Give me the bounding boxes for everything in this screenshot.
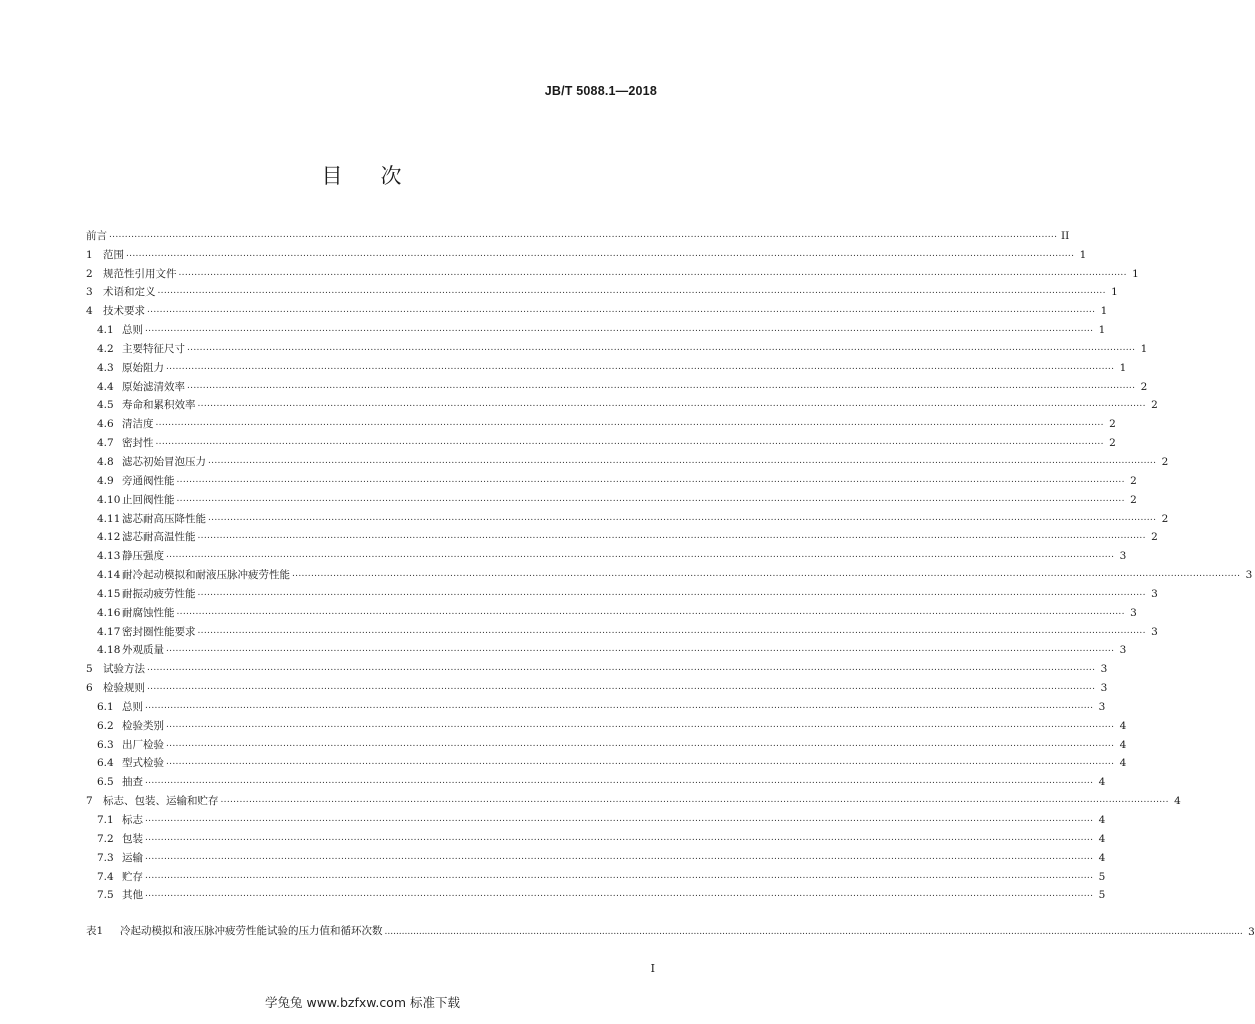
toc-entry-number: 4.5 — [97, 399, 114, 412]
title-char-1: 目 — [321, 164, 345, 188]
toc-entry-number: 4.6 — [97, 418, 114, 431]
toc-entry-page: 4 — [1098, 776, 1106, 789]
dot-leader: ............................................................................................................................................................................................................................................................................................................ — [187, 342, 1136, 353]
toc-entry[interactable] — [86, 733, 1127, 752]
toc-entry-title: 旁通阀性能 — [122, 474, 175, 487]
toc-entry-title: 寿命和累积效率 — [122, 399, 196, 412]
toc-entry-page: 3 — [1151, 625, 1158, 638]
dot-leader: ............................................................................................................................................................................................................................................................................................................ — [166, 738, 1115, 749]
toc-entry-page: 3 — [1100, 663, 1108, 676]
toc-entry-number: 4.10 — [97, 493, 121, 506]
table-label: 表1 — [86, 925, 104, 937]
dot-leader: ............................................................................................................................................................................................................................................................................................................ — [157, 286, 1106, 297]
dot-leader: ............................................................................................................................................................................................................................................................................................................ — [208, 512, 1157, 523]
dot-leader: ............................................................................................................................................................................................................................................................................................................ — [145, 776, 1094, 787]
toc-entry[interactable] — [86, 412, 1116, 431]
dot-leader: ............................................................................................................................................................................................................................................................................................................ — [166, 757, 1115, 768]
dot-leader: ............................................................................................................................................................................................................................................................................................................ — [145, 851, 1094, 862]
toc-entry-page: 4 — [1098, 851, 1106, 864]
toc-entry-number: 4.16 — [97, 606, 121, 619]
toc-entry-number: 7.1 — [97, 814, 114, 826]
toc-entry-title: 抽查 — [122, 776, 143, 789]
page-title — [0, 160, 725, 190]
dot-leader: ............................................................................................................................................................................................................................................................................................................ — [145, 700, 1094, 711]
toc-entry-title: 贮存 — [122, 870, 143, 883]
toc-entry-page: 4 — [1119, 757, 1127, 770]
toc-entry[interactable] — [86, 318, 1106, 337]
toc-entry-page: 1 — [1098, 324, 1106, 337]
toc-entry-number: 4 — [86, 305, 93, 318]
dot-leader: ............................................................................................................................................................................................................................................................................................................ — [155, 437, 1104, 448]
toc-entry[interactable] — [86, 563, 1253, 582]
toc-entry[interactable] — [86, 846, 1106, 865]
dot-leader: ............................................................................................................................................................................................................................................................................................................ — [109, 229, 1058, 240]
toc-entry[interactable] — [86, 375, 1148, 394]
toc-entry-title: 总则 — [122, 700, 143, 713]
toc-entry-page: 4 — [1119, 738, 1127, 751]
toc-entry[interactable] — [86, 469, 1137, 488]
toc-entry-number: 6 — [86, 682, 93, 695]
dot-leader: ............................................................................................................................................................................................................................................................................................................ — [176, 493, 1125, 504]
toc-entry-page: 3 — [1119, 550, 1127, 563]
toc-entry-title: 包装 — [122, 832, 143, 845]
toc-entry[interactable] — [86, 827, 1106, 846]
toc-entry-title: 滤芯耐高压降性能 — [122, 512, 206, 525]
toc-entry-page: 3 — [1100, 682, 1108, 695]
toc-entry-title: 技术要求 — [103, 305, 145, 318]
table-title: 冷起动模拟和液压脉冲疲劳性能试验的压力值和循环次数 — [120, 925, 383, 937]
toc-entry-number: 4.11 — [97, 512, 121, 525]
toc-entry[interactable] — [86, 431, 1116, 450]
dot-leader: ............................................................................................................................................................................................................................................................................................................ — [166, 719, 1115, 730]
toc-entry-number: 4.17 — [97, 625, 121, 638]
dot-leader: ............................................................................................................................................................................................................................................................................................................ — [197, 625, 1146, 636]
toc-entry[interactable] — [86, 356, 1127, 375]
toc-entry-page: 5 — [1098, 889, 1106, 902]
table-of-contents — [86, 224, 1253, 902]
toc-entry-page: 4 — [1098, 832, 1106, 845]
toc-entry[interactable] — [86, 601, 1137, 620]
toc-entry-title: 范围 — [103, 248, 124, 261]
dot-leader: ............................................................................................................................................................................................................................................................................................................ — [126, 248, 1075, 259]
title-char-2: 次 — [380, 164, 404, 188]
toc-entry-title: 耐腐蚀性能 — [122, 606, 175, 619]
toc-entry-number: 4.2 — [97, 342, 114, 355]
toc-entry[interactable] — [86, 337, 1148, 356]
toc-entry-number: 4.3 — [97, 361, 114, 374]
toc-entry-number: 7 — [86, 795, 93, 808]
toc-entry[interactable] — [86, 752, 1127, 771]
toc-entry[interactable] — [86, 770, 1106, 789]
toc-entry-title: 检验类别 — [122, 719, 164, 732]
toc-entry-number: 4.14 — [97, 569, 121, 582]
toc-entry-number: 7.4 — [97, 870, 114, 883]
toc-entry-page: 1 — [1079, 248, 1087, 261]
toc-entry-number: 5 — [86, 663, 93, 676]
dot-leader: ............................................................................................................................................................................................................................................................................................................ — [145, 870, 1094, 881]
toc-entry-title: 密封圈性能要求 — [122, 625, 196, 638]
dot-leader: ............................................................................................................................................................................................................................................................................................................ — [178, 267, 1127, 278]
toc-entry-page: 2 — [1130, 493, 1137, 506]
toc-entry-page: 4 — [1098, 814, 1106, 826]
dot-leader: ............................................................................................................................................................................................................................................................................................................ — [166, 361, 1115, 372]
toc-entry-title: 规范性引用文件 — [103, 267, 177, 280]
toc-entry-page: 3 — [1130, 606, 1137, 619]
toc-entry-page: 4 — [1174, 795, 1181, 808]
toc-entry-title: 原始滤清效率 — [122, 380, 185, 393]
toc-entry[interactable] — [86, 224, 1070, 243]
toc-entry-title: 运输 — [122, 851, 143, 864]
toc-entry[interactable] — [86, 582, 1158, 601]
toc-entry[interactable] — [86, 262, 1139, 281]
dot-leader: ............................................................................................................................................................................................................................................................................................................ — [197, 399, 1146, 410]
dot-leader: ............................................................................................................................................................................................................................................................................................................ — [147, 663, 1096, 674]
toc-entry-page: 2 — [1161, 455, 1169, 468]
toc-entry-number: 1 — [86, 248, 93, 261]
toc-entry-number: 4.4 — [97, 380, 114, 393]
standard-code: JB/T 5088.1—2018 — [544, 84, 657, 98]
toc-entry[interactable] — [86, 450, 1169, 469]
toc-entry[interactable] — [86, 808, 1106, 827]
toc-entry-number: 6.1 — [97, 700, 114, 713]
toc-entry-page: II — [1060, 229, 1070, 242]
toc-entry-number: 7.3 — [97, 851, 114, 864]
toc-entry[interactable] — [86, 544, 1127, 563]
toc-entry-number: 7.5 — [97, 889, 114, 902]
toc-entry[interactable] — [86, 281, 1118, 300]
toc-entry-page: 2 — [1130, 474, 1137, 487]
toc-entry[interactable] — [86, 884, 1106, 903]
toc-entry-title: 静压强度 — [122, 550, 164, 563]
toc-entry[interactable] — [86, 714, 1127, 733]
toc-entry[interactable] — [86, 526, 1158, 545]
dot-leader: ............................................................................................................................................................................................................................................................................................................ — [292, 569, 1241, 580]
toc-entry-number: 4.12 — [97, 531, 121, 544]
toc-entry-title: 其他 — [122, 889, 143, 902]
toc-entry-page: 1 — [1100, 305, 1108, 318]
toc-entry-number: 4.7 — [97, 437, 114, 450]
dot-leader: ............................................................................................................................................................................................................................................................................................................ — [145, 324, 1094, 335]
toc-table-entry[interactable] — [86, 918, 1255, 938]
toc-entry-number: 4.9 — [97, 474, 114, 487]
toc-entry-title: 标志、包装、运输和贮存 — [103, 795, 219, 808]
toc-entry[interactable] — [86, 394, 1158, 413]
dot-leader: ............................................................................................................................................................................................................................................................................................................ — [145, 832, 1094, 843]
toc-entry-page: 2 — [1140, 380, 1148, 393]
toc-entry[interactable] — [86, 865, 1106, 884]
dot-leader: ............................................................................................................................................................................................................................................................................................................ — [187, 380, 1136, 391]
dot-leader: ............................................................................................................................................................................................................................................................................................................ — [197, 587, 1146, 598]
table-page-number: 3 — [1248, 926, 1255, 938]
toc-entry-page: 2 — [1109, 437, 1116, 450]
toc-entry-title: 标志 — [122, 814, 143, 826]
toc-entry-title: 原始阻力 — [122, 361, 164, 374]
toc-entry[interactable] — [86, 620, 1158, 639]
toc-entry-title: 滤芯耐高温性能 — [122, 531, 196, 544]
toc-entry-title: 外观质量 — [122, 644, 164, 657]
toc-entry[interactable] — [86, 695, 1106, 714]
toc-entry-page: 4 — [1119, 719, 1127, 732]
dot-leader: ............................................................................................................................................................................................................................................................................................................ — [166, 550, 1115, 561]
toc-entry-title: 止回阀性能 — [122, 493, 175, 506]
dot-leader: ............................................................................................................................................................................................................................................................................................................ — [166, 644, 1115, 655]
toc-entry[interactable] — [86, 676, 1108, 695]
toc-entry-number: 4.18 — [97, 644, 121, 657]
dot-leader: ............................................................................................................................................................................................................................................................................................................ — [220, 795, 1169, 806]
toc-entry-page: 2 — [1151, 531, 1158, 544]
toc-entry-number: 7.2 — [97, 832, 114, 845]
toc-entry-title: 主要特征尺寸 — [122, 342, 185, 355]
toc-entry-title: 耐振动疲劳性能 — [122, 587, 196, 600]
footer-watermark: 学兔兔 www.bzfxw.com 标准下载 — [265, 995, 460, 1010]
toc-entry-number: 6.5 — [97, 776, 114, 789]
toc-entry-page: 1 — [1132, 267, 1139, 280]
dot-leader: ............................................................................................................................................................................................................................................................................................................ — [147, 305, 1096, 316]
toc-entry-title: 密封性 — [122, 437, 154, 450]
toc-entry-number: 3 — [86, 286, 93, 299]
toc-entry-number: 4.13 — [97, 550, 121, 563]
dot-leader: ............................................................................................................................................................................................................................................................................................................ — [145, 814, 1094, 824]
toc-entry-number: 4.8 — [97, 455, 114, 468]
dot-leader: ............................................................................................................................................................................................................................................................................................................ — [384, 927, 1243, 937]
dot-leader: ............................................................................................................................................................................................................................................................................................................ — [176, 474, 1125, 485]
toc-entry[interactable] — [86, 507, 1169, 526]
toc-entry-page: 1 — [1119, 361, 1127, 374]
dot-leader: ............................................................................................................................................................................................................................................................................................................ — [176, 606, 1125, 617]
toc-entry-number: 6.3 — [97, 738, 114, 751]
toc-entry-page: 2 — [1109, 418, 1116, 431]
toc-entry-title: 耐冷起动模拟和耐液压脉冲疲劳性能 — [122, 569, 290, 582]
dot-leader: ............................................................................................................................................................................................................................................................................................................ — [208, 455, 1157, 466]
toc-entry-page: 3 — [1119, 644, 1127, 657]
toc-entry-page: 1 — [1140, 342, 1148, 355]
dot-leader: ............................................................................................................................................................................................................................................................................................................ — [155, 418, 1104, 429]
dot-leader: ............................................................................................................................................................................................................................................................................................................ — [197, 531, 1146, 542]
toc-entry-title: 试验方法 — [103, 663, 145, 676]
toc-entry-page: 1 — [1111, 286, 1118, 299]
toc-entry[interactable] — [86, 657, 1108, 676]
toc-entry[interactable] — [86, 639, 1127, 658]
dot-leader: ............................................................................................................................................................................................................................................................................................................ — [145, 889, 1094, 900]
toc-entry[interactable] — [86, 488, 1137, 507]
toc-entry[interactable] — [86, 243, 1087, 262]
dot-leader: ............................................................................................................................................................................................................................................................................................................ — [147, 682, 1096, 693]
toc-entry[interactable] — [86, 789, 1181, 808]
toc-entry-page: 2 — [1151, 399, 1158, 412]
page-number: I — [650, 962, 655, 975]
toc-entry-title: 总则 — [122, 324, 143, 337]
toc-entry-number: 6.2 — [97, 719, 114, 732]
toc-entry-number: 2 — [86, 267, 93, 280]
toc-entry-number: 6.4 — [97, 757, 114, 770]
toc-entry-page: 3 — [1151, 587, 1158, 600]
toc-entry-title: 前言 — [86, 229, 107, 242]
toc-entry-page: 3 — [1245, 569, 1253, 582]
toc-entry-page: 2 — [1161, 512, 1169, 525]
toc-entry-title: 滤芯初始冒泡压力 — [122, 455, 206, 468]
toc-entry-number: 4.1 — [97, 324, 114, 337]
toc-entry-title: 清洁度 — [122, 418, 154, 431]
toc-entry-title: 检验规则 — [103, 682, 145, 695]
toc-entry-page: 3 — [1098, 700, 1106, 713]
toc-entry-number: 4.15 — [97, 587, 121, 600]
toc-entry[interactable] — [86, 299, 1108, 318]
toc-entry-title: 型式检验 — [122, 757, 164, 770]
toc-entry-title: 术语和定义 — [103, 286, 156, 299]
toc-entry-title: 出厂检验 — [122, 738, 164, 751]
toc-entry-page: 5 — [1098, 870, 1106, 883]
